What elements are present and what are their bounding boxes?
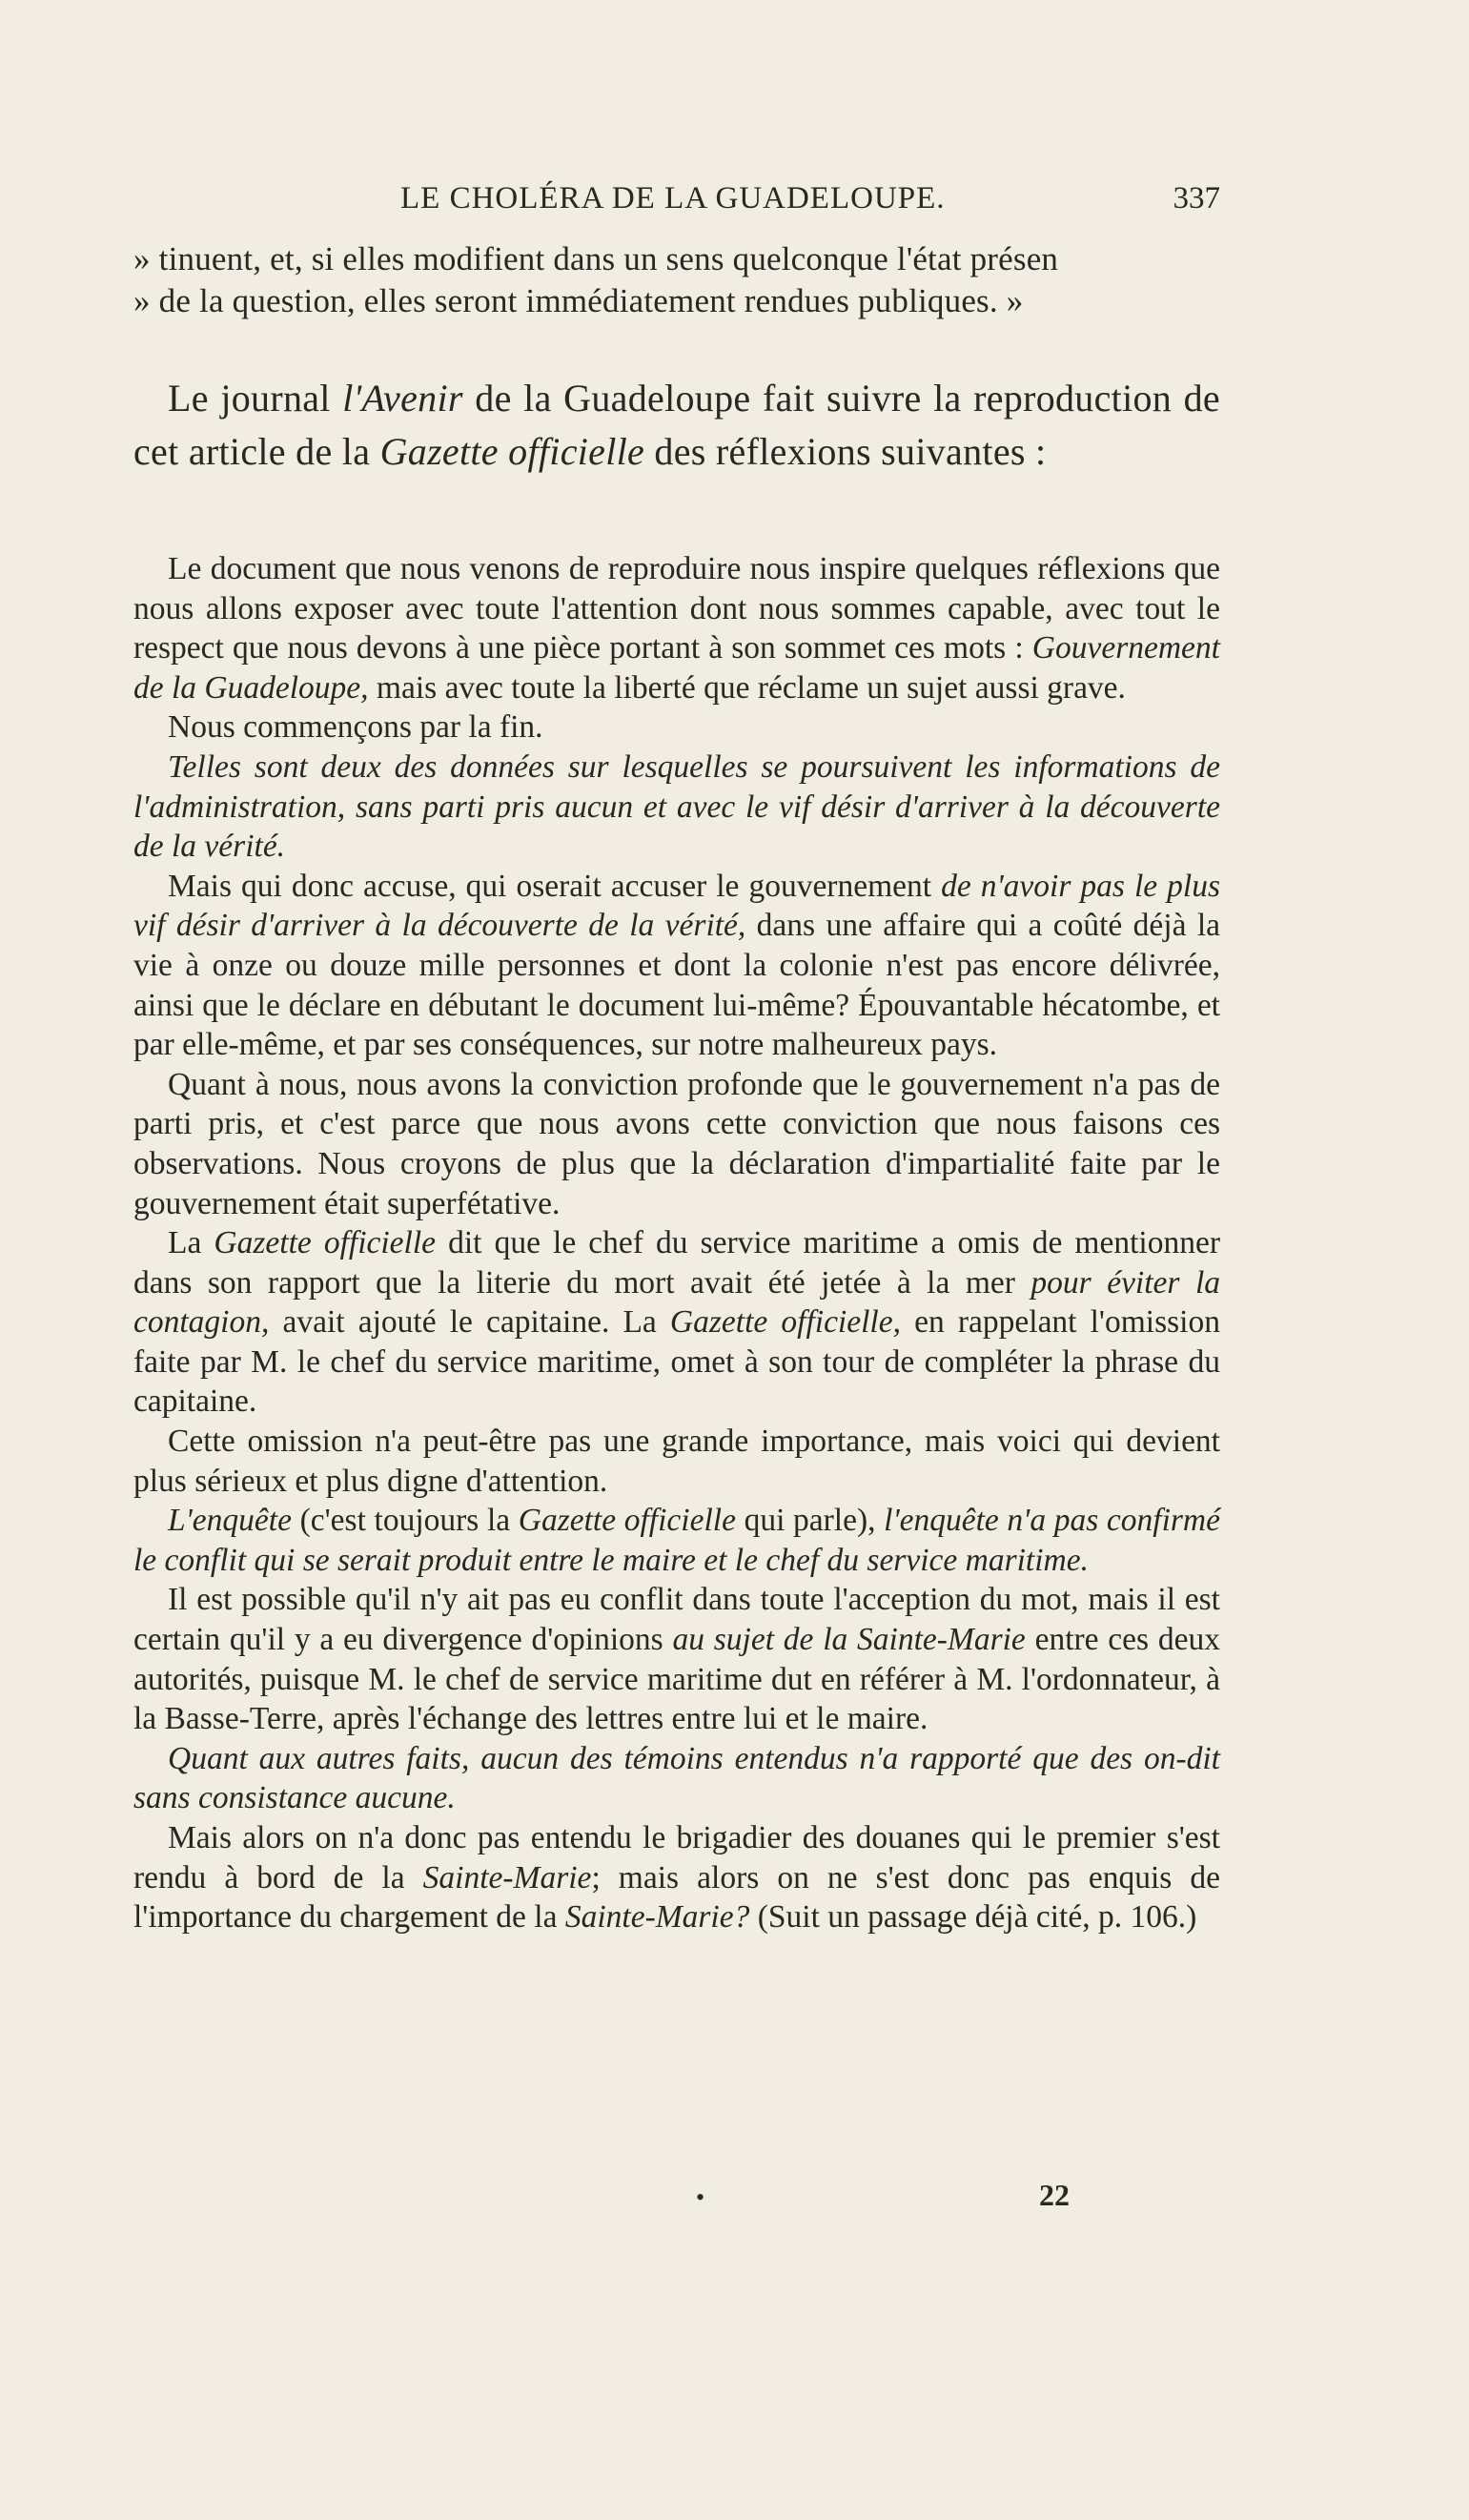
- text-run: Il est possible qu'il n'y ait pas eu conflit dans toute l'acception du mot, mais il est certain qu'il y a eu divergence d'opinions: [133, 1582, 1220, 1658]
- paragraph: [133, 748, 1220, 867]
- intro-text: de la Guadeloupe fait suivre la reproduction de cet article de la: [133, 377, 1220, 473]
- paragraph: [133, 549, 1220, 707]
- intro-italic: l'Avenir: [342, 377, 463, 420]
- text-run: Le document que nous venons de reproduire nous inspire quelques réflexions que nous allons exposer avec toute l'attention dont nous sommes capable, avec tout le respect que nous devons à une pièce portant à son sommet ces mots :: [133, 551, 1220, 666]
- italic-run: l'enquête n'a pas confirmé le conflit qui se serait produit entre le maire et le chef du service maritime.: [133, 1503, 1220, 1578]
- quote-line: » tinuent, et, si elles modifient dans un sens quelconque l'état présen: [133, 240, 1059, 277]
- quote-line: » de la question, elles seront immédiatement rendues publiques. »: [133, 282, 1024, 319]
- text-run: dit que le chef du service maritime a omis de mentionner dans son rapport que la literie du mort avait été jetée à la mer: [133, 1225, 1220, 1301]
- intro-text: des réflexions suivantes :: [644, 430, 1047, 473]
- text-run: dans une affaire qui a coûté déjà la vie à onze ou douze mille personnes et dont la colonie n'est pas encore délivrée, ainsi que le déclare en débutant le document lui-même? Épouvantable hécatombe, et par elle-même, et par ses conséquences, sur notre malheureux pays.: [133, 908, 1220, 1063]
- paragraph: [133, 1818, 1220, 1937]
- text-run: en rappelant l'omission faite par M. le chef du service maritime, omet à son tour de compléter la phrase du capitaine.: [133, 1304, 1220, 1420]
- paragraph: [133, 1580, 1220, 1738]
- italic-run: L'enquête: [168, 1503, 292, 1539]
- paragraph: [133, 1501, 1220, 1580]
- italic-run: Quant aux autres faits, aucun des témoins entendus n'a rapporté que des on-dit sans consistance aucune.: [133, 1740, 1220, 1816]
- printer-dot: •: [696, 2183, 705, 2211]
- paragraph: [133, 867, 1220, 1065]
- intro-paragraph: [133, 372, 1220, 479]
- quote-continuation: [133, 238, 1220, 322]
- text-run: (Suit un passage déjà cité, p. 106.): [749, 1899, 1197, 1936]
- italic-run: Gazette officielle: [214, 1225, 437, 1261]
- paragraph: [133, 1422, 1220, 1501]
- page-header: [133, 181, 1220, 223]
- page-number: 337: [1173, 181, 1220, 215]
- signature-mark: 22: [1039, 2178, 1070, 2212]
- text-run: qui parle),: [735, 1503, 885, 1539]
- text-run: ; mais alors on ne s'est donc pas enquis de l'importance du chargement de la: [133, 1859, 1220, 1936]
- running-title: LE CHOLÉRA DE LA GUADELOUPE.: [400, 181, 946, 215]
- text-run: avait ajouté le capitaine. La: [269, 1304, 670, 1341]
- italic-run: Gouvernement de la Guadeloupe,: [133, 630, 1220, 706]
- italic-run: Gazette officielle: [518, 1503, 736, 1539]
- paragraph: [133, 1065, 1220, 1223]
- text-run: mais avec toute la liberté que réclame un sujet aussi grave.: [368, 669, 1126, 706]
- paragraph: [133, 1739, 1220, 1818]
- document-body: [133, 549, 1220, 1937]
- italic-run: au sujet de la Sainte-Marie: [672, 1622, 1026, 1658]
- intro-italic: Gazette officielle: [379, 430, 645, 473]
- italic-run: Sainte-Marie?: [564, 1899, 750, 1936]
- intro-text: Le journal: [168, 377, 343, 420]
- text-run: Nous commençons par la fin.: [168, 709, 543, 746]
- text-run: Cette omission n'a peut-être pas une grande importance, mais voici qui devient plus sérieux et plus digne d'attention.: [133, 1424, 1220, 1499]
- text-run: Quant à nous, nous avons la conviction profonde que le gouvernement n'a pas de parti pris, et c'est parce que nous avons cette conviction que nous faisons ces observations. Nous croyons de plus que la déclaration d'impartialité faite par le gouvernement était superfétative.: [133, 1066, 1220, 1221]
- italic-run: pour éviter la contagion,: [133, 1264, 1220, 1341]
- text-run: entre ces deux autorités, puisque M. le chef de service maritime dut en référer à M. l'ordonnateur, à la Basse-Terre, après l'échange des lettres entre lui et le maire.: [133, 1622, 1220, 1737]
- paragraph: [133, 1223, 1220, 1422]
- text-run: La: [168, 1225, 214, 1261]
- text-run: (c'est toujours la: [291, 1503, 519, 1539]
- text-run: Mais alors on n'a donc pas entendu le brigadier des douanes qui le premier s'est rendu à bord de la: [133, 1820, 1220, 1895]
- text-run: Mais qui donc accuse, qui oserait accuser le gouvernement: [168, 868, 942, 904]
- italic-run: de n'avoir pas le plus vif désir d'arriver à la découverte de la vérité,: [133, 868, 1220, 944]
- italic-run: Gazette officielle,: [669, 1304, 901, 1341]
- italic-run: Telles sont deux des données sur lesquelles se poursuivent les informations de l'administration, sans parti pris aucun et avec le vif désir d'arriver à la découverte de la vérité.: [133, 748, 1220, 865]
- italic-run: Sainte-Marie: [422, 1859, 592, 1895]
- paragraph: [133, 707, 1220, 748]
